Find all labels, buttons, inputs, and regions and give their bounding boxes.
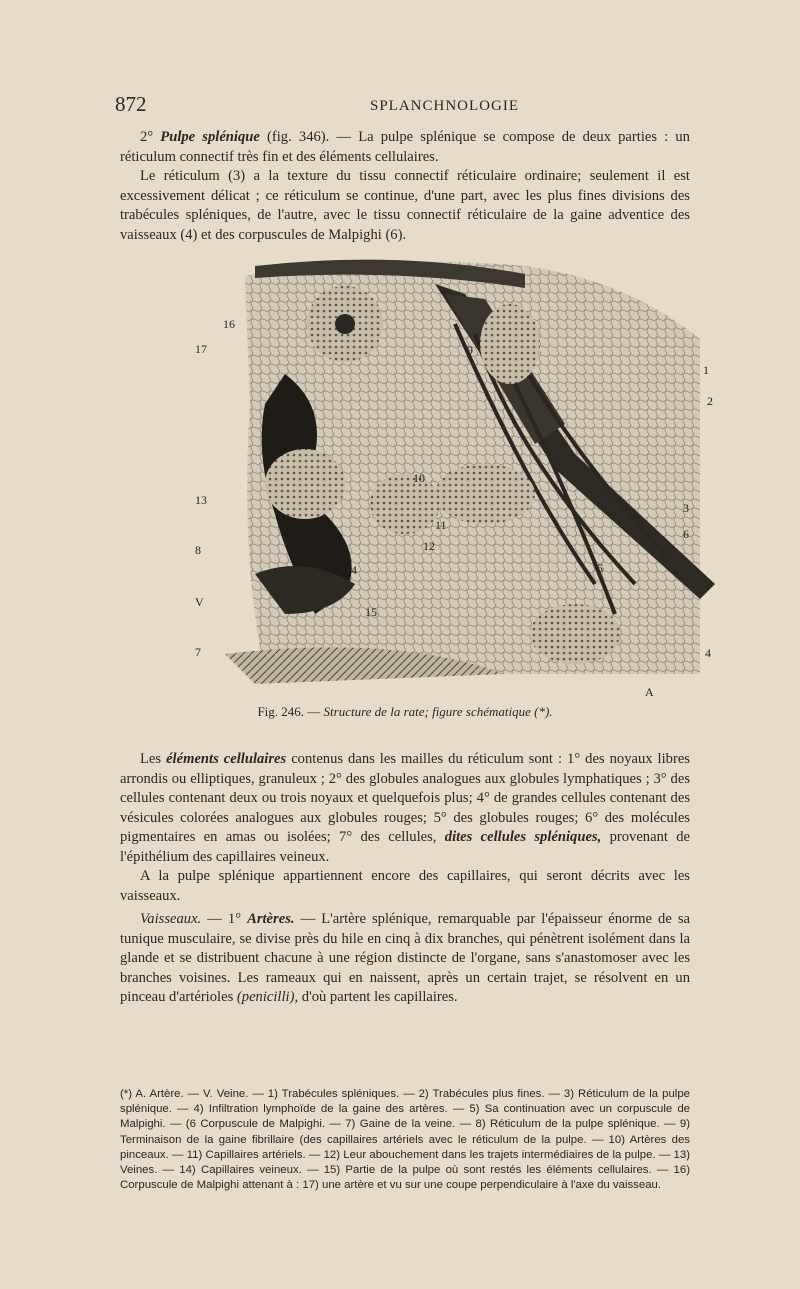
arteres-heading: Artères. [247, 911, 295, 927]
label-16: 16 [223, 317, 235, 331]
label-6: 6 [683, 527, 689, 541]
label-a: A [645, 685, 654, 699]
caption-dash: — [307, 704, 321, 719]
elements-paragraph [120, 750, 690, 867]
label-14: 14 [345, 563, 357, 577]
section-title: Pulpe splénique [160, 129, 260, 145]
section-pulpe [120, 128, 690, 245]
pulp-cells-15 [370, 474, 440, 534]
page-number: 872 [115, 92, 147, 116]
elements-body-1: contenus dans les mailles du réticulum sont : 1° des noyaux libres arrondis ou elliptiques, granuleux ; 2° des globules analogues aux globules lymphatiques ; 3° des cellules contenant deux ou trois noyaux et quelquefois plus; 4° de grandes cellules contenant des vésicules colorées analogues aux globules rouges; 5° des globules rouges; 6° des molécules pigmentaires en amas ou isolées; 7° des cellules, [120, 751, 690, 845]
lymphoid-sheath [435, 464, 535, 524]
caption-label: Fig. 246. [257, 704, 305, 719]
label-11: 11 [435, 518, 447, 532]
label-1: 1 [703, 363, 709, 377]
running-head: SPLANCHNOLOGIE [370, 98, 519, 114]
label-15: 15 [365, 605, 377, 619]
label-12: 12 [423, 539, 435, 553]
malpighian-corpuscle-6 [265, 449, 345, 519]
page-header [115, 92, 695, 122]
label-v: V [195, 595, 204, 609]
section-elements [120, 750, 690, 1008]
label-10: 10 [413, 471, 425, 485]
figure-spleen-structure [195, 254, 720, 704]
pulpe-intro-text: — La pulpe splénique se compose de deux parties : un réticulum connectif très fin et des éléments cellulaires. [120, 129, 690, 165]
spleen-illustration [195, 254, 720, 704]
label-17: 17 [195, 342, 207, 356]
vaisseaux-dash: — [207, 911, 222, 927]
corpuscle-artery-17 [335, 314, 355, 334]
arteres-end: d'où partent les capillaires. [301, 989, 458, 1005]
label-3: 3 [683, 501, 689, 515]
pulpe-intro-paragraph [120, 128, 690, 167]
vaisseaux-number: 1° [227, 911, 242, 927]
vaisseaux-paragraph [120, 910, 690, 1008]
caption-title: Structure de la rate; figure schématique (*). [323, 704, 553, 719]
elements-term: éléments cellulaires [166, 751, 287, 767]
figure-footnote: (*) A. Artère. — V. Veine. — 1) Trabécules spléniques. — 2) Trabécules plus fines. — 3) Réticulum de la pulpe splénique. — 4) Infiltration lymphoïde de la gaine des artères. — 5) Sa continuation avec un corpuscule de Malpighi. — (6 Corpuscule de Malpighi. — 7) Gaine de la veine. — 8) Réticulum de la pulpe splénique. — 9) Terminaison de la gaine fibrillaire (des capillaires artériels avec le réticulum de la pulpe. — 10) Artères des pinceaux. — 11) Capillaires artériels. — 12) Leur abouchement dans les trajets intermédiaires de la pulpe. — 13) Veines. — 14) Capillaires veineux. — 15) Partie de la pulpe où sont restés les éléments cellulaires. — 16) Corpuscule de Malpighi attenant à : 17) une artère et vu sur une coupe perpendiculaire à l'axe du vaisseau. [120, 1088, 690, 1192]
elements-term-2: dites cellules spléniques, [444, 829, 602, 845]
reticulum-paragraph: Le réticulum (3) a la texture du tissu connectif réticulaire ordinaire; seulement il est excessivement délicat ; ce réticulum se continue, d'une part, avec les plus fines divisions des trabécules spléniques, de l'autre, avec le tissu connectif réticulaire de la gaine adventice des vaisseaux (4) et des corpuscules de Malpighi (6). [120, 168, 690, 243]
section-number: 2° [140, 129, 154, 145]
label-8: 8 [195, 543, 201, 557]
elements-lead: Les [140, 751, 162, 767]
figure-caption [120, 704, 690, 720]
label-7: 7 [195, 645, 201, 659]
elements-body-2: provenant de l'épithélium des capillaires veineux. [120, 829, 690, 865]
label-9: 9 [467, 343, 473, 357]
figure-reference: (fig. 346). [267, 129, 330, 145]
label-13: 13 [195, 493, 207, 507]
pulp-cells-lower [530, 604, 620, 664]
corpuscle-9 [480, 304, 540, 384]
vaisseaux-label: Vaisseaux. [140, 911, 202, 927]
capillaires-paragraph: A la pulpe splénique appartiennent encore des capillaires, qui seront décrits avec les vaisseaux. [120, 868, 690, 904]
label-2: 2 [707, 394, 713, 408]
label-5: 5 [597, 561, 603, 575]
penicilli-term: (penicilli), [236, 989, 299, 1005]
label-4: 4 [705, 646, 711, 660]
arteres-body: — L'artère splénique, remarquable par l'épaisseur énorme de sa tunique musculaire, se divise près du hile en cinq à dix branches, qui pénètrent isolément dans la glande et se distribuent chacune à une région distincte de l'organe, sans s'anastomoser avec les branches voisines. Les rameaux qui en naissent, après un certain trajet, se résolvent en un pinceau d'artérioles [120, 911, 691, 1005]
